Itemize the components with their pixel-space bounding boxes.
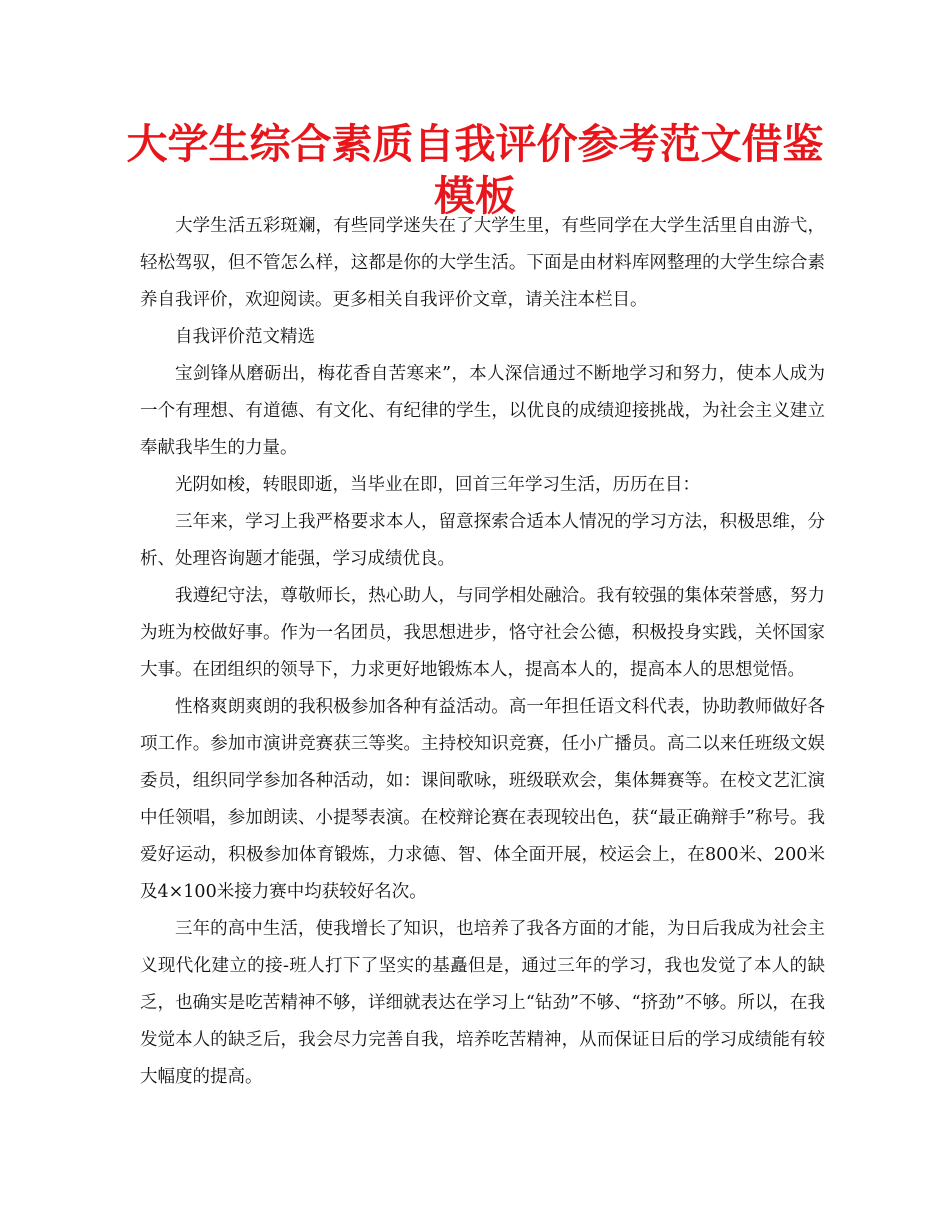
paragraph: 宝剑锋从磨砺出，梅花香自苦寒来”，本人深信通过不断地学习和努力，使本人成为一个有理想、有道德、有文化、有纪律的学生，以优良的成绩迎接挑战，为社会主义建立奉献我毕生的力量。 [140,364,825,458]
paragraph: 三年来，学习上我严格要求本人，留意探索合适本人情况的学习方法，积极思维，分析、处理咨询题才能强，学习成绩优良。 [140,512,825,569]
paragraph-intro: 大学生活五彩斑斓，有些同学迷失在了大学生里，有些同学在大学生活里自由游弋，轻松驾驭，但不管怎么样，这都是你的大学生活。下面是由材料库网整理的大学生综合素养自我评价，欢迎阅读。更多相关自我评价文章，请关注本栏目。 [140,216,825,310]
paragraph-section-heading: 自我评价范文精选 [175,327,315,347]
paragraph: 性格爽朗爽朗的我积极参加各种有益活动。高一年担任语文科代表，协助教师做好各项工作。参加市演讲竞赛获三等奖。主持校知识竞赛，任小广播员。高二以来任班级文娱委员，组织同学参加各种活动，如：课间歌咏，班级联欢会，集体舞赛等。在校文艺汇演中任领唱，参加朗读、小提琴表演。在校辩论赛在表现较出色，获“最正确辩手”称号。我爱好运动，积极参加体育锻炼，力求德、智、体全面开展，校运会上，在800米、200米及4×100米接力赛中均获较好名次。 [140,697,825,902]
paragraph: 光阴如梭，转眼即逝，当毕业在即，回首三年学习生活，历历在目： [175,475,700,495]
paragraph: 我遵纪守法，尊敬师长，热心助人，与同学相处融洽。我有较强的集体荣誉感，努力为班为校做好事。作为一名团员，我思想进步，恪守社会公德，积极投身实践，关怀国家大事。在团组织的领导下，力求更好地锻炼本人，提高本人的，提高本人的思想觉悟。 [140,586,825,680]
document-body [140,208,825,1096]
paragraph: 三年的高中生活，使我增长了知识，也培养了我各方面的才能，为日后我成为社会主义现代化建立的接-班人打下了坚实的基矗但是，通过三年的学习，我也发觉了本人的缺乏，也确实是吃苦精神不够，详细就表达在学习上“钻劲”不够、“挤劲”不够。所以，在我发觉本人的缺乏后，我会尽力完善自我，培养吃苦精神，从而保证日后的学习成绩能有较大幅度的提高。 [140,919,825,1087]
document-title: 大学生综合素质自我评价参考范文借鉴模板 [126,120,824,220]
